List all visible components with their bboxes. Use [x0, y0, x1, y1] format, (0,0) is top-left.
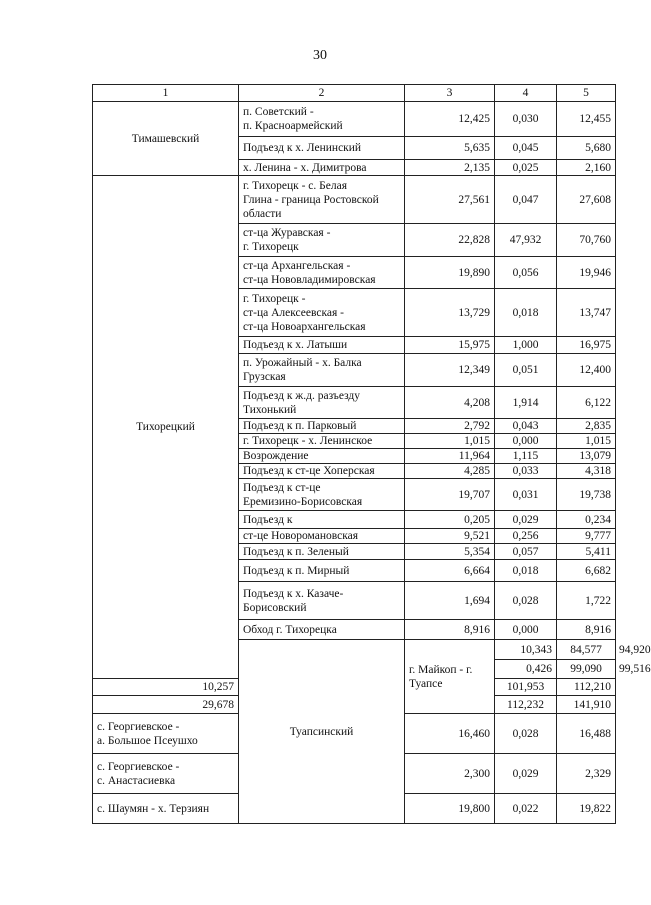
added-length-cell: 0,057 — [495, 544, 557, 560]
table-row: Туапсинский г. Майкоп - г. Туапсе 10,343 84,577 94,920 — [93, 640, 616, 660]
road-name-cell: Подъезд к х. Ленинский — [239, 137, 405, 160]
length-cell: 2,300 — [405, 754, 495, 794]
total-length-cell: 6,122 — [557, 387, 616, 419]
road-name-cell: г. Тихорецк - с. Белая Глина - граница Ростовской области — [239, 176, 405, 224]
road-name-cell: г. Тихорецк - ст-ца Алексеевская - ст-ца Новоархангельская — [239, 289, 405, 337]
table-row — [93, 176, 616, 224]
total-length-cell: 4,318 — [557, 464, 616, 479]
added-length-cell: 0,029 — [495, 754, 557, 794]
length-cell: 19,707 — [405, 479, 495, 511]
added-length-cell: 0,051 — [495, 354, 557, 387]
added-length-cell: 0,025 — [495, 160, 557, 176]
length-cell: 1,694 — [405, 582, 495, 620]
total-length-cell: 5,680 — [557, 137, 616, 160]
header-cell-1: 1 — [93, 85, 239, 102]
length-cell: 2,135 — [405, 160, 495, 176]
added-length-cell: 0,033 — [495, 464, 557, 479]
total-length-cell: 27,608 — [557, 176, 616, 224]
length-cell: 12,349 — [405, 354, 495, 387]
road-name-cell: х. Ленина - х. Димитрова — [239, 160, 405, 176]
length-cell: 15,975 — [405, 337, 495, 354]
total-length-cell: 2,160 — [557, 160, 616, 176]
road-name-cell: Подъезд к п. Зеленый — [239, 544, 405, 560]
header-row — [93, 85, 616, 102]
road-name-cell: п. Урожайный - х. Балка Грузская — [239, 354, 405, 387]
length-cell: 4,285 — [405, 464, 495, 479]
road-name-cell: Подъезд к ж.д. разъезду Тихонький — [239, 387, 405, 419]
added-length-cell: 47,932 — [495, 224, 557, 257]
road-name-cell: Подъезд к ст-це Хоперская — [239, 464, 405, 479]
length-cell: 11,964 — [405, 449, 495, 464]
district-cell: Тимашевский — [93, 102, 239, 176]
page-number: 30 — [313, 48, 327, 63]
length-cell: 16,460 — [405, 714, 495, 754]
added-length-cell: 0,029 — [495, 511, 557, 529]
length-cell: 5,354 — [405, 544, 495, 560]
road-name-cell: ст-це Новоромановская — [239, 529, 405, 544]
added-length-cell: 0,018 — [495, 560, 557, 582]
added-length-cell: 84,577 — [557, 640, 616, 660]
road-name-cell: Подъезд к п. Мирный — [239, 560, 405, 582]
added-length-cell: 1,000 — [495, 337, 557, 354]
total-length-cell: 9,777 — [557, 529, 616, 544]
road-table — [92, 84, 651, 824]
total-length-cell: 1,015 — [557, 434, 616, 449]
length-cell: 9,521 — [405, 529, 495, 544]
total-length-cell: 12,400 — [557, 354, 616, 387]
road-name-cell: г. Тихорецк - х. Ленинское — [239, 434, 405, 449]
length-cell: 6,664 — [405, 560, 495, 582]
total-length-cell: 0,234 — [557, 511, 616, 529]
length-cell: 2,792 — [405, 419, 495, 434]
length-cell: 27,561 — [405, 176, 495, 224]
length-cell: 0,426 — [495, 660, 557, 679]
added-length-cell: 0,045 — [495, 137, 557, 160]
total-length-cell: 16,975 — [557, 337, 616, 354]
road-name-cell: г. Майкоп - г. Туапсе — [405, 640, 495, 714]
length-cell: 0,205 — [405, 511, 495, 529]
length-cell: 29,678 — [93, 696, 239, 714]
added-length-cell: 112,232 — [495, 696, 557, 714]
total-length-cell: 1,722 — [557, 582, 616, 620]
total-length-cell: 2,835 — [557, 419, 616, 434]
road-name-cell: с. Шаумян - х. Терзиян — [93, 794, 239, 824]
added-length-cell: 0,043 — [495, 419, 557, 434]
length-cell: 12,425 — [405, 102, 495, 137]
district-cell: Туапсинский — [239, 640, 405, 824]
total-length-cell: 13,747 — [557, 289, 616, 337]
added-length-cell: 0,000 — [495, 434, 557, 449]
added-length-cell: 0,000 — [495, 620, 557, 640]
added-length-cell: 0,047 — [495, 176, 557, 224]
road-name-cell: Подъезд к х. Латыши — [239, 337, 405, 354]
length-cell: 22,828 — [405, 224, 495, 257]
total-length-cell: 5,411 — [557, 544, 616, 560]
total-length-cell: 16,488 — [557, 714, 616, 754]
added-length-cell: 0,022 — [495, 794, 557, 824]
total-length-cell: 19,822 — [557, 794, 616, 824]
added-length-cell: 1,115 — [495, 449, 557, 464]
road-name-cell: Подъезд к п. Парковый — [239, 419, 405, 434]
added-length-cell: 101,953 — [495, 679, 557, 696]
total-length-cell: 19,738 — [557, 479, 616, 511]
total-length-cell: 13,079 — [557, 449, 616, 464]
table-row: 0,426 99,090 99,516 — [93, 660, 616, 679]
added-length-cell: 1,914 — [495, 387, 557, 419]
road-name-cell: ст-ца Архангельская - ст-ца Нововладимировская — [239, 257, 405, 289]
length-cell: 10,343 — [495, 640, 557, 660]
road-name-cell: Подъезд к — [239, 511, 405, 529]
added-length-cell: 0,030 — [495, 102, 557, 137]
length-cell: 4,208 — [405, 387, 495, 419]
road-name-cell: п. Советский - п. Красноармейский — [239, 102, 405, 137]
length-cell: 1,015 — [405, 434, 495, 449]
added-length-cell: 0,028 — [495, 714, 557, 754]
district-cell: Тихорецкий — [93, 176, 239, 679]
added-length-cell: 99,090 — [557, 660, 616, 679]
added-length-cell: 0,031 — [495, 479, 557, 511]
added-length-cell: 0,028 — [495, 582, 557, 620]
table-row — [93, 102, 616, 137]
total-length-cell: 6,682 — [557, 560, 616, 582]
total-length-cell: 141,910 — [557, 696, 616, 714]
road-name-cell: Подъезд к х. Казаче- Борисовский — [239, 582, 405, 620]
road-name-cell: с. Георгиевское - с. Анастасиевка — [93, 754, 239, 794]
total-length-cell: 112,210 — [557, 679, 616, 696]
header-cell-4: 4 — [495, 85, 557, 102]
added-length-cell: 0,018 — [495, 289, 557, 337]
added-length-cell: 0,256 — [495, 529, 557, 544]
road-name-cell: Возрождение — [239, 449, 405, 464]
road-name-cell: ст-ца Журавская - г. Тихорецк — [239, 224, 405, 257]
road-name-cell: Подъезд к ст-це Еремизино-Борисовская — [239, 479, 405, 511]
length-cell: 10,257 — [93, 679, 239, 696]
length-cell: 19,800 — [405, 794, 495, 824]
header-cell-2: 2 — [239, 85, 405, 102]
road-name-cell: с. Георгиевское - а. Большое Псеушхо — [93, 714, 239, 754]
total-length-cell: 2,329 — [557, 754, 616, 794]
length-cell: 13,729 — [405, 289, 495, 337]
road-name-cell: Обход г. Тихорецка — [239, 620, 405, 640]
total-length-cell: 12,455 — [557, 102, 616, 137]
length-cell: 8,916 — [405, 620, 495, 640]
length-cell: 5,635 — [405, 137, 495, 160]
header-cell-3: 3 — [405, 85, 495, 102]
total-length-cell: 8,916 — [557, 620, 616, 640]
added-length-cell: 0,056 — [495, 257, 557, 289]
header-cell-5: 5 — [557, 85, 616, 102]
length-cell: 19,890 — [405, 257, 495, 289]
total-length-cell: 70,760 — [557, 224, 616, 257]
total-length-cell: 19,946 — [557, 257, 616, 289]
